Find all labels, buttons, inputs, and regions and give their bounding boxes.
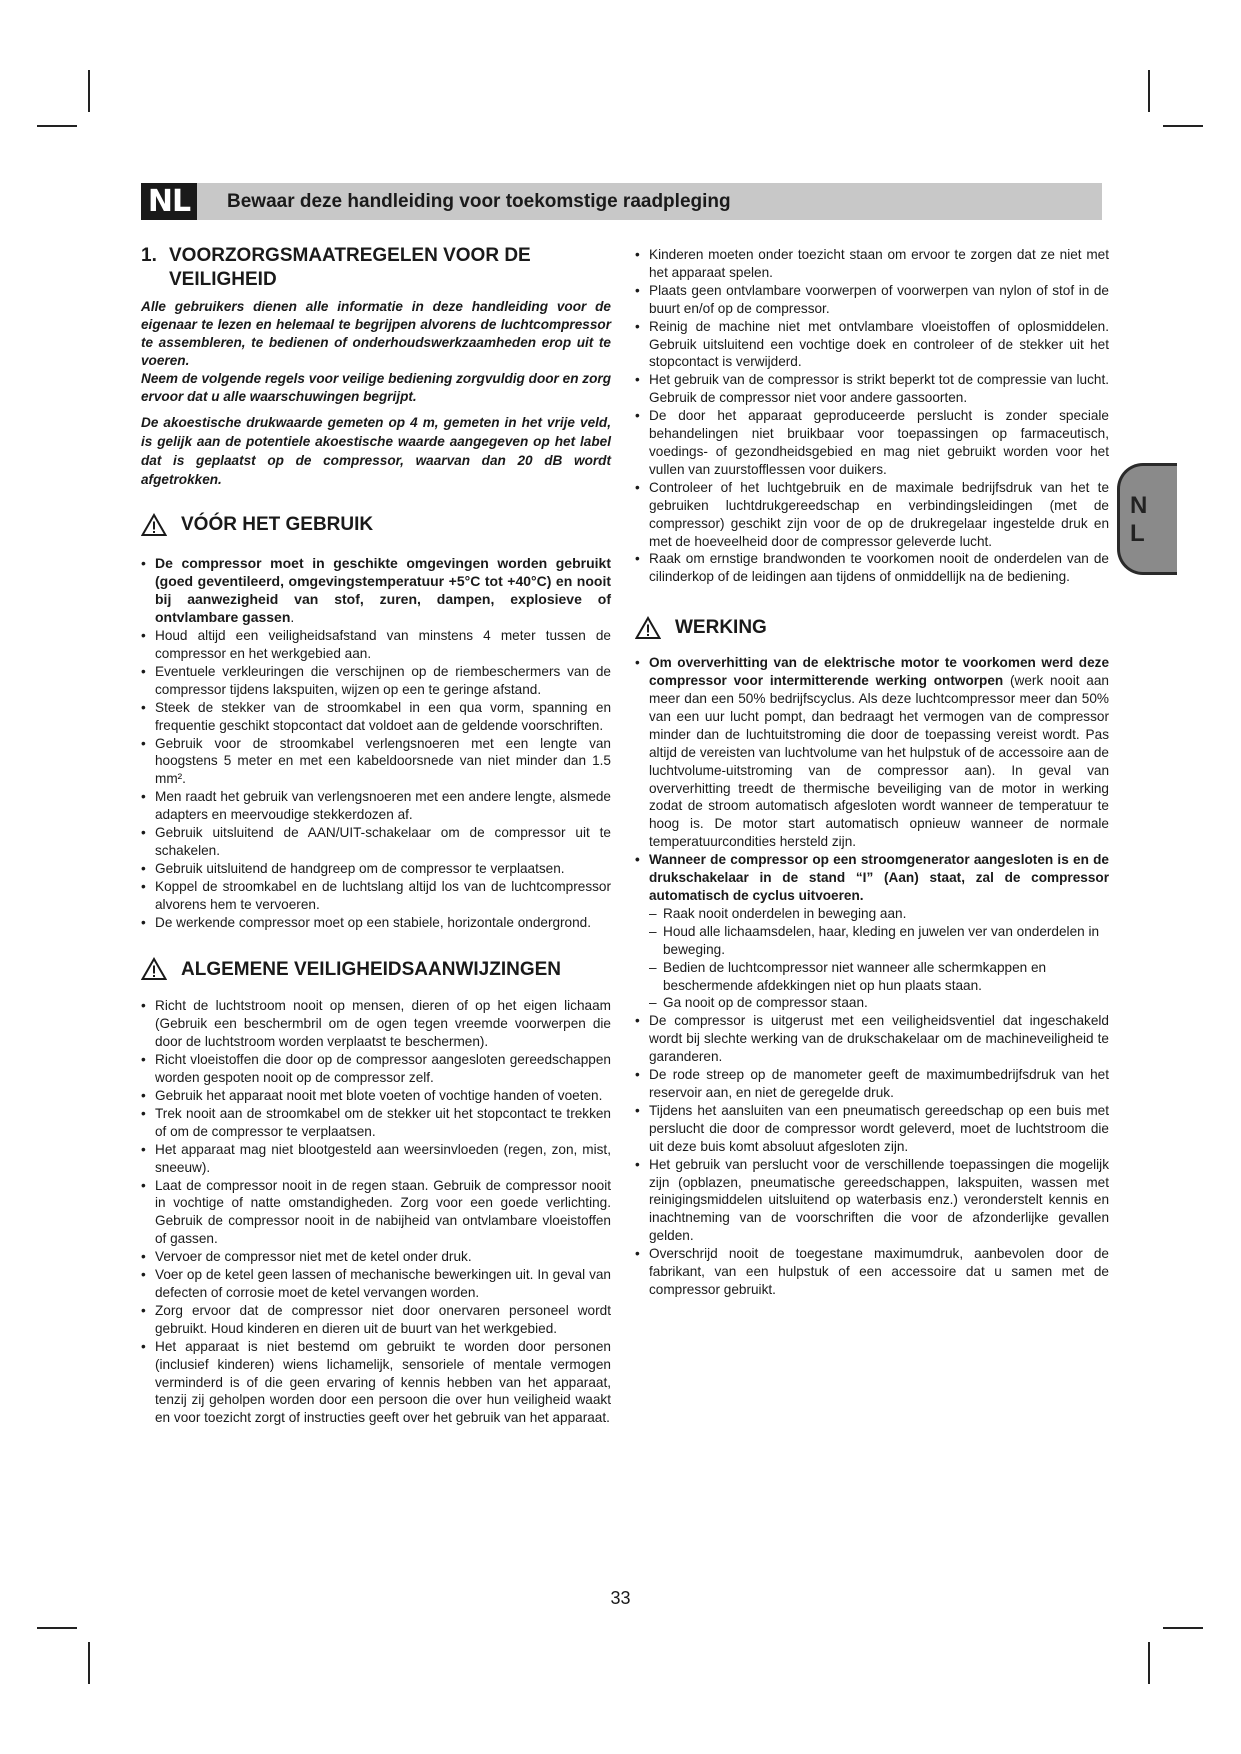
right-column: [635, 246, 1109, 1299]
warning-heading-text: ALGEMENE VEILIGHEIDSAANWIJZINGEN: [181, 958, 562, 980]
side-tab-letter: L: [1130, 520, 1145, 547]
language-side-tab: [1117, 463, 1177, 575]
list-item: • Kinderen moeten onder toezicht staan om ervoor te zorgen dat ze niet met het apparaat spelen.: [635, 246, 1109, 282]
list-item: • Eventuele verkleuringen die verschijnen op de riembeschermers van de compressor tijdens lakspuiten, wijzen op een te geringe afstand.: [141, 663, 611, 699]
algemene-list: [141, 997, 611, 1427]
dash-item: – Houd alle lichaamsdelen, haar, kleding en juwelen ver van onderdelen in beweging.: [649, 923, 1109, 959]
list-item: [141, 555, 611, 627]
crop-mark: [37, 1627, 77, 1629]
list-item: • De compressor is uitgerust met een veiligheidsventiel dat ingeschakeld wordt bij slechte werking van de drukschakelaar om de machineveiligheid te garanderen.: [635, 1012, 1109, 1066]
list-item: • Plaats geen ontvlambare voorwerpen of voorwerpen van nylon of stof in de buurt en/of op de compressor.: [635, 282, 1109, 318]
voor-gebruik-list: [141, 555, 611, 931]
intro-paragraph: Alle gebruikers dienen alle informatie in deze handleiding voor de eigenaar te lezen en helemaal te begrijpen alvorens de luchtcompressor te assembleren, te bedienen of onderhoudswerkzaamheden erop uit te voeren.: [141, 299, 611, 368]
list-item-bold: De compressor moet in geschikte omgevingen worden gebruikt (goed geventileerd, omgevingstemperatuur +5°C tot +40°C) en nooit bij aanwezigheid van stof, zuren, dampen, explosieve of ontvlambare gassen: [155, 555, 611, 626]
werking-list-continued: [635, 1012, 1109, 1299]
warning-heading-text: VÓÓR HET GEBRUIK: [181, 514, 374, 536]
section-number: 1.: [141, 245, 157, 266]
warning-triangle-icon: [141, 957, 167, 981]
section-title: [141, 244, 611, 292]
warning-heading: [141, 957, 611, 981]
list-item: • Gebruik het apparaat nooit met blote voeten of vochtige handen of voeten.: [141, 1087, 611, 1105]
crop-mark: [1163, 1627, 1203, 1629]
crop-mark: [1148, 1642, 1150, 1684]
warning-triangle-icon: [635, 616, 661, 640]
list-item: • Gebruik voor de stroomkabel verlengsnoeren met een lengte van hoogstens 5 meter en met een kabeldoorsnede van niet minder dan 1.5 mm².: [141, 735, 611, 789]
list-item: • Koppel de stroomkabel en de luchtslang altijd los van de luchtcompressor alvorens hem te vervoeren.: [141, 878, 611, 914]
list-item: • Richt de luchtstroom nooit op mensen, dieren of op het eigen lichaam (Gebruik een beschermbril om de ogen tegen vreemde voorwerpen die door de luchtstroom worden verplaatst te beschermen).: [141, 997, 611, 1051]
dash-item: – Bedien de luchtcompressor niet wanneer alle schermkappen en beschermende afdekkingen niet op hun plaats staan.: [649, 959, 1109, 995]
list-item-bold: Om oververhitting van de elektrische motor te voorkomen werd deze compressor voor intermitterende werking ontworpen: [649, 655, 1109, 689]
dash-item: – Raak nooit onderdelen in beweging aan.: [649, 905, 1109, 923]
language-badge: NL: [141, 183, 197, 220]
list-item: • De werkende compressor moet op een stabiele, horizontale ondergrond.: [141, 914, 611, 932]
intro-paragraph: De akoestische drukwaarde gemeten op 4 m, gemeten in het vrije veld, is gelijk aan de potentiele akoestische waarde aangegeven op het label dat is geplaatst op de compressor, waarvan dan 20 dB wordt afgetrokken.: [141, 415, 611, 488]
list-item: • Het apparaat mag niet blootgesteld aan weersinvloeden (regen, zon, mist, sneeuw).: [141, 1141, 611, 1177]
crop-mark: [37, 125, 77, 127]
warning-triangle-icon: [141, 513, 167, 537]
crop-mark: [1163, 125, 1203, 127]
list-item: • Wanneer de compressor op een stroomgenerator aangesloten is en de drukschakelaar in de stand “I” (Aan) staat, zal de compressor automatisch de cyclus uitvoeren.: [635, 851, 1109, 905]
list-item: • Reinig de machine niet met ontvlambare vloeistoffen of oplosmiddelen. Gebruik uitsluitend een vochtige doek en controleer of de stekker uit het stopcontact is verwijderd.: [635, 318, 1109, 372]
list-item: • Houd altijd een veiligheidsafstand van minstens 4 meter tussen de compressor en het werkgebied aan.: [141, 627, 611, 663]
list-item: • Tijdens het aansluiten van een pneumatisch gereedschap op een buis met perslucht die door de compressor wordt geleverd, moet de luchtstroom die uit deze buis komt absoluut afgesloten zijn.: [635, 1102, 1109, 1156]
list-item: • Het gebruik van de compressor is strikt beperkt tot de compressie van lucht. Gebruik de compressor niet voor andere gassoorten.: [635, 371, 1109, 407]
intro-paragraph: Neem de volgende regels voor veilige bediening zorgvuldig door en zorg ervoor dat u alle waarschuwingen begrijpt.: [141, 370, 611, 404]
crop-mark: [1148, 70, 1150, 112]
list-item: • Zorg ervoor dat de compressor niet door onervaren personeel wordt gebruikt. Houd kinderen en dieren uit de buurt van het werkgebied.: [141, 1302, 611, 1338]
list-item: • Vervoer de compressor niet met de ketel onder druk.: [141, 1248, 611, 1266]
page-number: 33: [610, 1588, 631, 1608]
list-item: • Het apparaat is niet bestemd om gebruikt te worden door personen (inclusief kinderen) wiens lichamelijk, sensoriele of mentale vermogen verminderd is of die geen ervaring of kennis hebben van het apparaat, tenzij zij geholpen worden door een persoon die over hun veiligheid waakt en voor toezicht zorgt of instructies geeft over het gebruik van het apparaat.: [141, 1338, 611, 1428]
list-item: • Het gebruik van perslucht voor de verschillende toepassingen die mogelijk zijn (opblazen, pneumatische gereedschappen, lakspuiten, wassen met reinigingsmiddelen uitsluitend op waterbasis enz.) veronderstelt kennis en inachtneming van de voorschriften die voor de afzonderlijke gevallen gelden.: [635, 1156, 1109, 1246]
list-item: • Gebruik uitsluitend de AAN/UIT-schakelaar om de compressor uit te schakelen.: [141, 824, 611, 860]
dash-item: – Ga nooit op de compressor staan.: [649, 994, 1109, 1012]
list-item: • Overschrijd nooit de toegestane maximumdruk, aanbevolen door de fabrikant, van een hulpstuk of een accessoire dat u samen met de compressor gebruikt.: [635, 1245, 1109, 1299]
werking-dash-list: [635, 905, 1109, 1012]
list-item: • Laat de compressor nooit in de regen staan. Gebruik de compressor nooit in vochtige of natte omstandigheden. Zorg voor een goede verlichting. Gebruik de compressor nooit in de nabijheid van ontvlambare vloeistoffen of gassen.: [141, 1177, 611, 1249]
section-title-text: VOORZORGSMAATREGELEN VOOR DE VEILIGHEID: [169, 245, 531, 290]
list-item-text: (werk nooit aan meer dan een 50% bedrijfscyclus. Als deze luchtcompressor meer dan 50% van een uur lucht pompt, dan bedraagt het vermogen van de compressor minder dan de luchtuitstroming die door de toepassing vereist wordt. Pas altijd de vereisten van luchtvolume van het hulpstuk of de accessoire aan de luchtvolume-uitstroming van de compressor aan). In geval van oververhitting treedt de thermische beveiliging van de motor in werking zodat de stroom automatisch afgesloten wordt wanneer de temperatuur te hoog is. De motor start automatisch opnieuw wanneer de normale temperatuurcondities hersteld zijn.: [649, 673, 1109, 850]
warning-heading: [141, 513, 611, 537]
list-item: • Steek de stekker van de stroomkabel in een qua vorm, spanning en frequentie geschikt stopcontact dat voldoet aan de geldende voorschriften.: [141, 699, 611, 735]
warning-heading-text: WERKING: [675, 617, 767, 639]
list-item: • Controleer of het luchtgebruik en de maximale bedrijfsdruk van het te gebruiken luchtdrukgereedschap en verbindingsleidingen (met de compressor) geschikt zijn voor de op de drukregelaar ingestelde druk en met de hoeveelheid door de compressor geleverde lucht.: [635, 479, 1109, 551]
list-item: • Men raadt het gebruik van verlengsnoeren met een andere lengte, alsmede adapters en meervoudige stekkerdozen af.: [141, 788, 611, 824]
general-list-continued: [635, 246, 1109, 586]
crop-mark: [88, 70, 90, 112]
header-title: Bewaar deze handleiding voor toekomstige raadpleging: [227, 191, 731, 212]
list-item: • Richt vloeistoffen die door op de compressor aangesloten gereedschappen worden gespoten nooit op de compressor zelf.: [141, 1051, 611, 1087]
side-tab-letter: N: [1130, 492, 1148, 519]
list-item: • De door het apparaat geproduceerde perslucht is zonder speciale behandelingen niet bruikbaar voor toepassingen op farmaceutisch, voedings- of gezondheidsgebied en mag niet gebruikt worden voor het vullen van zuurstofflessen voor duikers.: [635, 407, 1109, 479]
werking-list: [635, 654, 1109, 905]
list-item: • Raak om ernstige brandwonden te voorkomen nooit de onderdelen van de cilinderkop of de leidingen aan tijdens of onmiddellijk na de bediening.: [635, 550, 1109, 586]
list-item-text: .: [290, 609, 295, 626]
crop-mark: [88, 1642, 90, 1684]
list-item: • De rode streep op de manometer geeft de maximumbedrijfsdruk van het reservoir aan, en niet de geregelde druk.: [635, 1066, 1109, 1102]
list-item: • Gebruik uitsluitend de handgreep om de compressor te verplaatsen.: [141, 860, 611, 878]
list-item: • Voer op de ketel geen lassen of mechanische bewerkingen uit. In geval van defecten of corrosie moet de ketel vervangen worden.: [141, 1266, 611, 1302]
left-column: [141, 244, 611, 1427]
list-item: • Trek nooit aan de stroomkabel om de stekker uit het stopcontact te trekken of om de compressor te verplaatsen.: [141, 1105, 611, 1141]
list-item: [635, 654, 1109, 851]
warning-heading: [635, 616, 1109, 640]
